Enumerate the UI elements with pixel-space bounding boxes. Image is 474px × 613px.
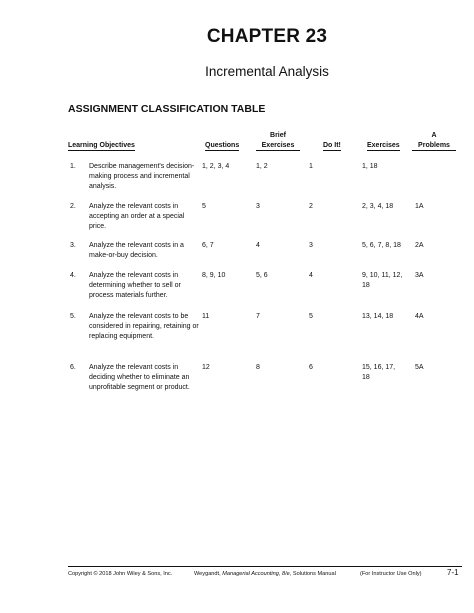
row-doit: 6	[309, 364, 313, 371]
column-header-brief-top: Brief	[270, 132, 286, 139]
row-questions: 8, 9, 10	[202, 272, 226, 279]
row-objective: Analyze the relevant costs in a make-or-buy decision.	[89, 242, 184, 259]
page-number: 7-1	[447, 568, 459, 577]
row-brief-exercises: 4	[256, 242, 260, 249]
row-questions: 5	[202, 203, 206, 210]
chapter-subtitle: Incremental Analysis	[205, 64, 329, 79]
row-doit: 4	[309, 272, 313, 279]
column-header-doit: Do It!	[323, 142, 341, 149]
row-number: 2.	[70, 203, 76, 210]
row-doit: 3	[309, 242, 313, 249]
row-brief-exercises: 7	[256, 313, 260, 320]
chapter-heading: CHAPTER 23	[206, 26, 328, 47]
row-problems: 3A	[415, 272, 424, 279]
row-objective: Analyze the relevant costs in accepting an order at a special price.	[89, 203, 185, 230]
row-problems: 2A	[415, 242, 424, 249]
row-number: 6.	[70, 364, 76, 371]
row-questions: 1, 2, 3, 4	[202, 163, 230, 170]
row-problems: 4A	[415, 313, 424, 320]
footer-source	[194, 571, 336, 578]
row-questions: 6, 7	[202, 242, 214, 249]
row-brief-exercises: 1, 2	[256, 163, 268, 170]
footer-usage: (For Instructor Use Only)	[360, 571, 422, 577]
row-objective: Analyze the relevant costs in determining whether to sell or process materials further.	[89, 272, 181, 299]
row-brief-exercises: 5, 6	[256, 272, 268, 279]
row-objective: Describe management's decision-making process and incremental analysis.	[89, 163, 195, 190]
row-number: 1.	[70, 163, 76, 170]
row-exercises: 2, 3, 4, 18	[362, 203, 394, 210]
footer-copyright: Copyright © 2018 John Wiley & Sons, Inc.	[68, 571, 173, 577]
row-questions: 11	[202, 313, 210, 320]
row-exercises: 13, 14, 18	[362, 313, 394, 320]
row-objective: Analyze the relevant costs to be considered in repairing, retaining or replacing equipment.	[89, 313, 199, 340]
column-header-problems-top: A	[431, 132, 437, 139]
row-questions: 12	[202, 364, 210, 371]
row-exercises: 5, 6, 7, 8, 18	[362, 242, 401, 249]
column-header-exercises: Exercises	[367, 142, 400, 149]
row-objective: Analyze the relevant costs in deciding whether to eliminate an unprofitable segment or product.	[89, 364, 190, 391]
row-doit: 5	[309, 313, 313, 320]
row-brief-exercises: 8	[256, 364, 260, 371]
table-title: ASSIGNMENT CLASSIFICATION TABLE	[68, 103, 266, 115]
column-header-objectives: Learning Objectives	[68, 142, 135, 149]
row-problems: 1A	[415, 203, 424, 210]
column-header-problems: Problems	[412, 142, 456, 151]
column-header-questions: Questions	[205, 142, 240, 149]
footer-authors: Weygandt,	[194, 571, 221, 577]
row-number: 4.	[70, 272, 76, 279]
row-doit: 2	[309, 203, 313, 210]
footer-book-title: Managerial Accounting, 8/e	[222, 571, 290, 577]
row-doit: 1	[309, 163, 313, 170]
row-number: 3.	[70, 242, 76, 249]
column-header-brief-exercises: Exercises	[256, 142, 300, 151]
row-number: 5.	[70, 313, 76, 320]
row-exercises: 1, 18	[362, 163, 378, 170]
row-brief-exercises: 3	[256, 203, 260, 210]
footer-divider	[68, 566, 462, 567]
footer-manual: , Solutions Manual	[289, 571, 336, 577]
row-problems: 5A	[415, 364, 424, 371]
row-exercises: 15, 16, 17, 18	[362, 364, 396, 381]
row-exercises: 9, 10, 11, 12, 18	[362, 272, 403, 289]
